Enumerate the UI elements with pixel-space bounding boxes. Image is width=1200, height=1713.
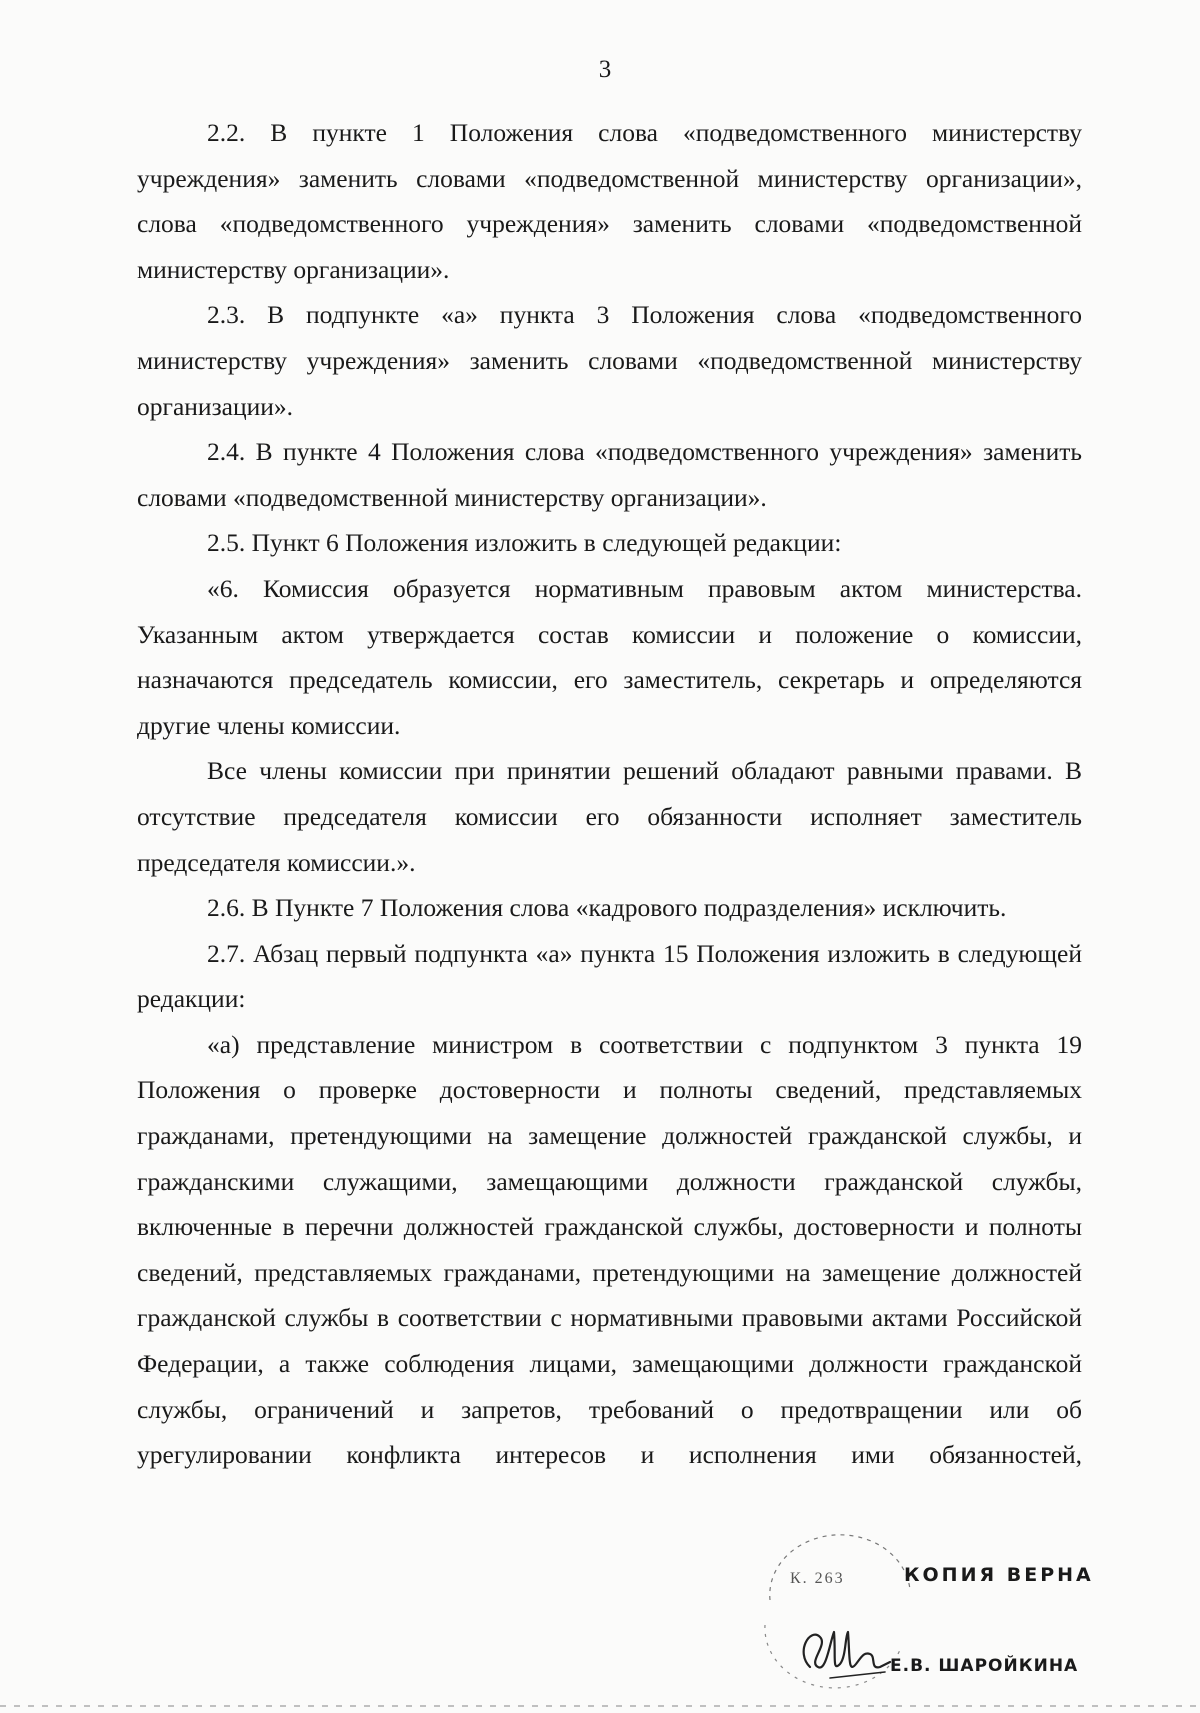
paragraph-2-6: 2.6. В Пункте 7 Положения слова «кадрового подразделения» исключить. <box>207 893 1007 923</box>
stamp-title: КОПИЯ ВЕРНА <box>904 1564 1094 1586</box>
stamp-circle-text: К. 263 <box>790 1570 845 1587</box>
stamp-name: Е.В. ШАРОЙКИНА <box>890 1656 1079 1676</box>
document-body <box>137 110 1082 1478</box>
paragraph-2-5: 2.5. Пункт 6 Положения изложить в следующей редакции: <box>207 528 842 558</box>
paragraph-2-4: 2.4. В пункте 4 Положения слова «подведомственного учреждения» заменить словами «подведомственной министерству организации». <box>137 437 1082 512</box>
paragraph-2-2: 2.2. В пункте 1 Положения слова «подведомственного министерству учреждения» заменить словами «подведомственной министерству организации», слова «подведомственного учреждения» заменить словами «подведомственной министерству организации». <box>137 118 1082 284</box>
signature-icon <box>790 1612 900 1692</box>
paragraph-members: Все члены комиссии при принятии решений обладают равными правами. В отсутствие председателя комиссии его обязанности исполняет заместитель председателя комиссии.». <box>137 756 1082 877</box>
scan-edge-divider <box>0 1705 1200 1707</box>
paragraph-2-3: 2.3. В подпункте «а» пункта 3 Положения слова «подведомственного министерству учреждения» заменить словами «подведомственной министерству организации». <box>137 300 1082 421</box>
paragraph-2-7: 2.7. Абзац первый подпункта «а» пункта 15 Положения изложить в следующей редакции: <box>137 938 1082 1014</box>
certification-stamp <box>740 1560 1160 1710</box>
page-number: 3 <box>598 56 612 83</box>
paragraph-subitem-a: «а) представление министром в соответствии с подпунктом 3 пункта 19 Положения о проверке достоверности и полноты сведений, представляемых гражданами, претендующими на замещение должностей гражданской службы, и гражданскими служащими, замещающими должности гражданской службы, включенные в перечни должностей гражданской службы, достоверности и полноты сведений, представляемых гражданами, претендующими на замещение должностей гражданской службы в соответствии с нормативными правовыми актами Российской Федерации, а также соблюдения лицами, замещающими должности гражданской службы, ограничений и запретов, требований о предотвращении или об урегулировании конфликта интересов и исполнения ими обязанностей, <box>137 1029 1082 1470</box>
paragraph-item-6: «6. Комиссия образуется нормативным правовым актом министерства. Указанным актом утверждается состав комиссии и положение о комиссии, назначаются председатель комиссии, его заместитель, секретарь и определяются другие члены комиссии. <box>137 573 1082 740</box>
